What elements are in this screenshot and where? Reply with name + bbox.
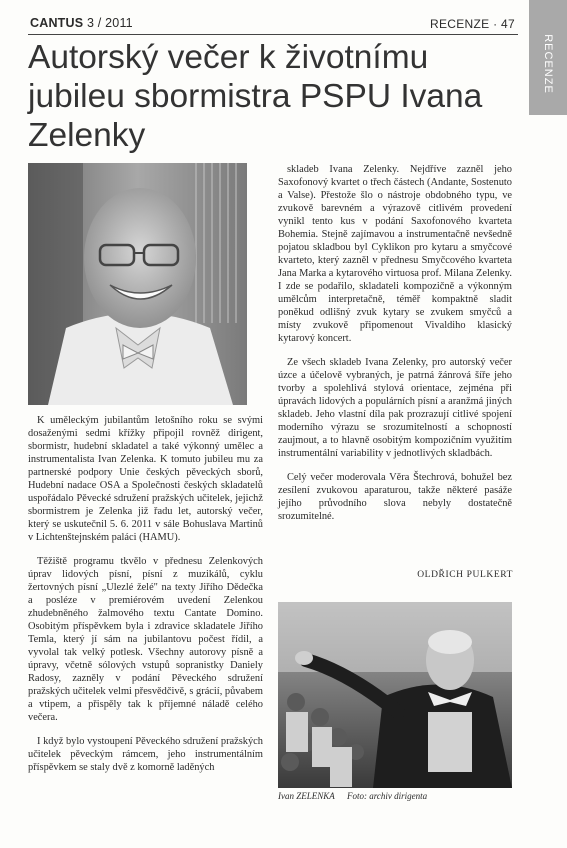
magazine-name: CANTUS <box>30 16 84 30</box>
photo-caption <box>278 791 512 801</box>
left-column <box>28 414 263 785</box>
magazine-header <box>30 16 133 30</box>
article-title: Autorský večer k životnímu jubileu sbormistra PSPU Ivana Zelenky <box>28 39 483 154</box>
right-column <box>278 163 512 534</box>
section-side-tab <box>529 0 567 115</box>
conducting-photo <box>278 602 512 788</box>
paragraph: I když bylo vystoupení Pěveckého sdružení pražských učitelek pěveckým rámcem, jeho instrumentálním příspěvkem se staly dvě z komorně laděných <box>28 736 263 773</box>
paragraph: K uměleckým jubilantům letošního roku se svými dosaženými sedmi křížky připojil rovněž dirigent, sbormistr, hudební skladatel a také výkonný umělec a instrumentalista Ivan Zelenka. K tomuto jubileu mu za partnerské podpory Unie českých pěveckých sborů, Hudební nadace OSA a Společnosti českých skladatelů uspořádalo Pěvecké sdružení pražských učitelek, jejichž sbormistrem je Zelenka již řadu let, autorský večer, který se uskutečnil 5. 6. 2011 v sále Bohuslava Martinů v Lichtenštejnském paláci (HAMU). <box>28 415 263 543</box>
side-tab-label: RECENZE <box>542 34 554 94</box>
paragraph: Celý večer moderovala Věra Štechrová, bohužel bez zesílení zvukovou aparaturou, takže některé pasáže jejího průvodního slova nebyly dostatečně srozumitelné. <box>278 472 512 522</box>
article-author: OLDŘICH PULKERT <box>417 570 513 580</box>
caption-credit: Foto: archiv dirigenta <box>347 791 428 801</box>
paragraph: Ze všech skladeb Ivana Zelenky, pro autorský večer úzce a účelově vybraných, je patrná žánrová šíře jeho tvorby a spolehlivá stylová orientace, zejména při úpravách lidových a populárních písní a aranžmá jiných skladeb. Jeho vlastní díla pak prozrazují citlivé spojení moderního výrazu se srozumitelností a schopností zaujmout, a to hlavně osobitým kompozičním využitím instrumentální variability v jednotlivých skladbách. <box>278 357 512 459</box>
paragraph: skladeb Ivana Zelenky. Nejdříve zazněl jeho Saxofonový kvartet o třech částech (Andante, Sostenuto a Valse). Přestože šlo o nástroje obdobného typu, ve zvukově barevném a výrazově citlivém provedení vynikl tento kus v podání Saxofonového kvarteta Bohemia. Stejně zajímavou a instrumentačně nevšedně pojatou skladbou byl Cyklikon pro kytaru a smyčcové kvarteto, který zazněl v přednesu Smyčcového kvarteta Jana Marka a kytarového virtuosa prof. Milana Zelenky. I zde se podařilo, skladateli kompozičně a výkonným umělcům interpretačně, téměř kompaktně sladit poněkud odlišný zvuk kytary se zvukem smyčců a místy zvukově připomenout Vivaldiho klasický kytarový koncert. <box>278 164 512 344</box>
portrait-photo <box>28 163 247 405</box>
paragraph: Těžiště programu tkvělo v přednesu Zelenkových úprav lidových písní, písní z muzikálů, cyklu žertovných písní „Ulezlé želé" na texty Jiřího Dědečka a posléze v premiérovém uvedení Zelenkou zhudebněného žalmového textu Cantate Domino. Osobitým příspěvkem byla i zdravice skladatele Jiřího Temla, který jí sám na jubilantovu počest řídil, a vyvolal tak velký potlesk. Všechny autorovy písně a úpravy, včetně sólových vstupů sopranistky Daniely Radosy, zazněly v podání Pěveckého sdružení pražských učitelek velmi přesvědčivě, s grácií, půvabem a vtipem, a přispěly tak k příjemné náladě celého večera. <box>28 556 263 723</box>
header-rule <box>28 34 518 35</box>
caption-name: Ivan ZELENKA <box>278 791 335 801</box>
issue-number: 3 / 2011 <box>86 16 133 30</box>
section-label: RECENZE · 47 <box>430 17 515 31</box>
